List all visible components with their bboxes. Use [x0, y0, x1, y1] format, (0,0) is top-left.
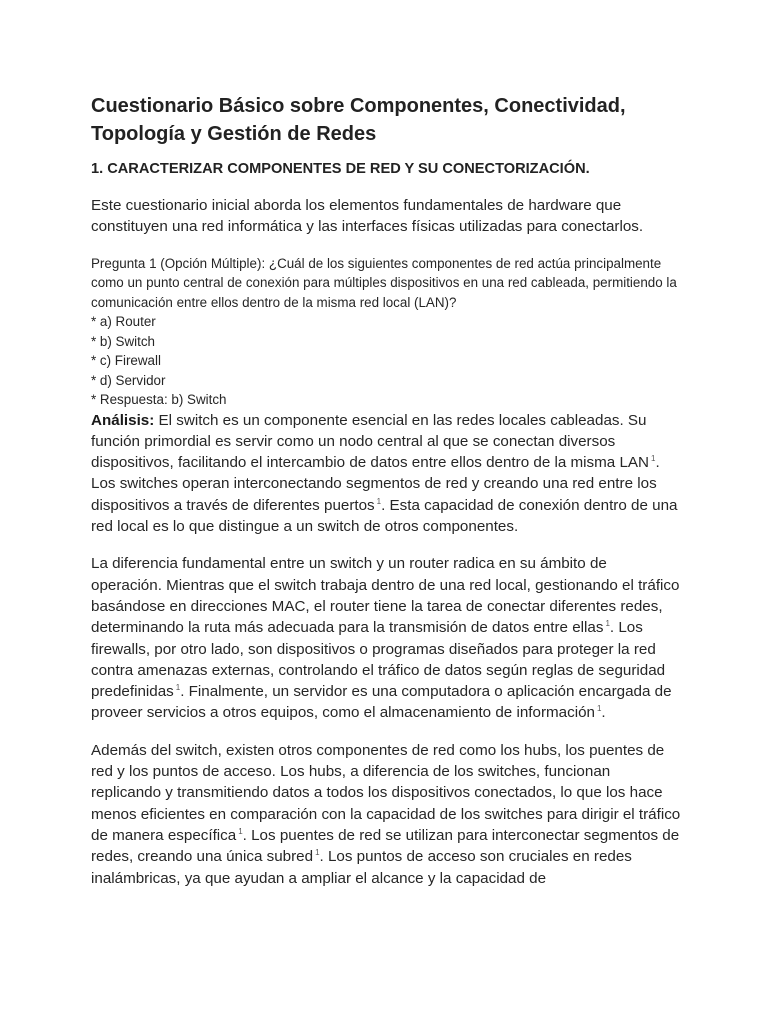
intro-paragraph: Este cuestionario inicial aborda los elementos fundamentales de hardware que constituyen una red informática y las interfaces físicas utilizadas para conectarlos.	[91, 197, 644, 236]
para3-text-3: . Los puntos de acceso son cruciales en redes inalámbricas, ya que ayudan a ampliar el alcance y la capacidad de	[91, 848, 632, 887]
citation-ref[interactable]: 1	[651, 454, 656, 464]
option-c: * c) Firewall	[91, 353, 161, 369]
question-text: Pregunta 1 (Opción Múltiple): ¿Cuál de los siguientes componentes de red actúa principalmente como un punto central de conexión para múltiples dispositivos en una red cableada, permitiendo la comunicación entre ellos dentro de la misma red local (LAN)?	[91, 255, 677, 310]
option-d: * d) Servidor	[91, 372, 166, 388]
document-title: Cuestionario Básico sobre Componentes, Conectividad, Topología y Gestión de Redes	[91, 95, 626, 145]
analysis-paragraph	[91, 410, 681, 538]
citation-ref[interactable]: 1	[315, 848, 320, 858]
para2-text-3: . Finalmente, un servidor es una computadora o aplicación encargada de proveer servicios a otros equipos, como el almacenamiento de información	[91, 683, 672, 722]
other-components-paragraph	[91, 740, 681, 889]
para3-text-2: . Los puentes de red se utilizan para interconectar segmentos de redes, creando una única subred	[91, 826, 680, 866]
para2-text-1: La diferencia fundamental entre un switch y un router radica en su ámbito de operación. Mientras que el switch trabaja dentro de una red local, gestionando el tráfico basándose en direcciones MAC, el router tiene la tarea de conectar diferentes redes, determinando la ruta más adecuada para la transmisión de datos entre ellas	[91, 555, 680, 637]
para3-text-1: Además del switch, existen otros componentes de red como los hubs, los puentes de red y los puntos de acceso. Los hubs, a diferencia de los switches, funcionan replicando y transmitiendo datos a todos los dispositivos conectados, lo que los hace menos eficientes en comparación con la capacidad de los switches para dirigir el tráfico de manera específica	[91, 741, 681, 844]
analysis-label: Análisis:	[91, 411, 155, 429]
citation-ref[interactable]: 1	[376, 496, 382, 506]
answer-line: * Respuesta: b) Switch	[91, 392, 227, 408]
para2-text-4: .	[601, 704, 606, 722]
citation-ref[interactable]: 1	[175, 683, 181, 693]
analysis-text-1: El switch es un componente esencial en las redes locales cableadas. Su función primordial es servir como un nodo central al que se conectan diversos dispositivos, facilitando el intercambio de datos entre ellos dentro de la misma LAN	[91, 411, 650, 472]
section-heading: 1. CARACTERIZAR COMPONENTES DE RED Y SU CONECTORIZACIÓN.	[91, 161, 590, 177]
analysis-text-2: . Los switches operan interconectando segmentos de red y creando una red entre los dispositivos a través de diferentes puertos	[91, 454, 660, 514]
document-page	[91, 92, 681, 905]
router-comparison-paragraph	[91, 553, 681, 723]
para2-text-2: . Los firewalls, por otro lado, son dispositivos o programas diseñados para proteger la red contra amenazas externas, controlando el tráfico de datos según reglas de seguridad predefinidas	[91, 619, 666, 701]
option-b: * b) Switch	[91, 333, 155, 349]
option-a: * a) Router	[91, 314, 156, 330]
citation-ref[interactable]: 1	[238, 826, 243, 836]
citation-ref[interactable]: 1	[596, 704, 602, 714]
question-block	[91, 254, 681, 410]
analysis-text-3: . Esta capacidad de conexión dentro de una red local es lo que distingue a un switch de otros componentes.	[91, 496, 678, 536]
citation-ref[interactable]: 1	[605, 619, 610, 629]
